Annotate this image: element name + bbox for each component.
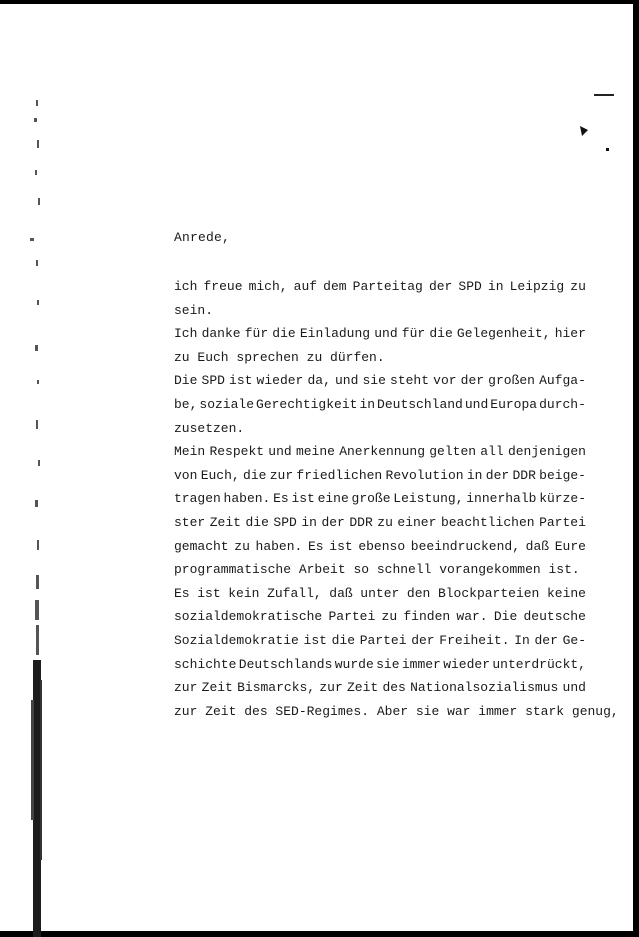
text-line: zusetzen. [174, 420, 245, 436]
scan-border-bottom [0, 931, 639, 937]
text-line: Sozialdemokratie ist die Partei der Freiheit. In der Ge- [174, 632, 586, 648]
text-line: Es ist kein Zufall, daß unter den Blockparteien keine [174, 585, 586, 601]
text-line: ster Zeit die SPD in der DDR zu einer beachtlichen Partei [174, 514, 586, 530]
text-line: gemacht zu haben. Es ist ebenso beeindruckend, daß Eure [174, 538, 586, 554]
scan-border-top [0, 0, 639, 4]
text-line: von Euch, die zur friedlichen Revolution in der DDR beige- [174, 467, 586, 483]
text-line: sein. [174, 302, 214, 318]
text-line: sozialdemokratische Partei zu finden war. Die deutsche [174, 609, 586, 625]
scan-left-edge-noise [0, 0, 46, 937]
text-line: zur Zeit Bismarcks, zur Zeit des Nationalsozialismus und [174, 680, 586, 696]
scan-border-right [633, 0, 639, 937]
salutation: Anrede, [174, 230, 231, 245]
text-line: zur Zeit des SED-Regimes. Aber sie war immer stark genug, [174, 703, 619, 719]
text-line: Die SPD ist wieder da, und sie steht vor der großen Aufga- [174, 373, 586, 389]
text-line: programmatische Arbeit so schnell vorangekommen ist. [174, 562, 580, 578]
scan-speck-top-right [576, 86, 616, 166]
text-line: ich freue mich, auf dem Parteitag der SPD in Leipzig zu [174, 279, 586, 294]
text-line: be, soziale Gerechtigkeit in Deutschland und Europa durch- [174, 396, 586, 412]
text-line: Mein Respekt und meine Anerkennung gelten all denjenigen [174, 444, 586, 460]
letter-body [174, 275, 619, 723]
text-line: schichte Deutschlands wurde sie immer wieder unterdrückt, [174, 656, 586, 672]
text-line: tragen haben. Es ist eine große Leistung, innerhalb kürze- [174, 491, 586, 507]
text-line: zu Euch sprechen zu dürfen. [174, 349, 385, 365]
text-line: Ich danke für die Einladung und für die Gelegenheit, hier [174, 326, 586, 342]
